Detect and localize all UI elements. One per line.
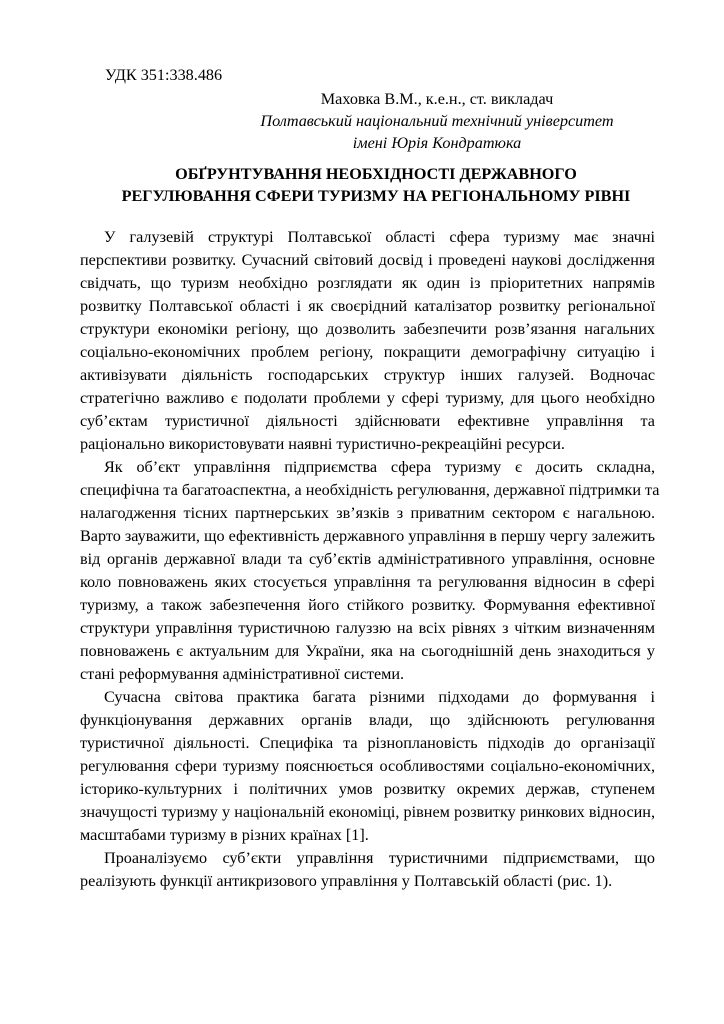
text-line: Проаналізуємо суб’єкти управління туристичними підприємствами, що <box>104 849 655 867</box>
text-line: налагодження тісних партнерських зв’язків з приватним сектором є нагальною. <box>80 504 655 522</box>
text-line: коло повноважень яких стосується управління та регулювання відносин в сфері <box>80 573 655 591</box>
text-line: перспективи розвитку. Сучасний світовий досвід і проведені наукові дослідження <box>80 251 655 269</box>
text-line: суб’єктам туристичної діяльності здійснювати ефективне управління та <box>80 412 655 430</box>
text-line: функціонування державних органів влади, що здійснюють регулювання <box>80 711 655 729</box>
text-line: історико-культурних і політичних умов розвитку окремих держав, ступенем <box>80 780 655 798</box>
text-line: стані реформування адміністративної системи. <box>80 665 405 683</box>
text-line: У галузевій структурі Полтавської області сфера туризму має значні <box>104 228 655 246</box>
article-body <box>80 226 660 893</box>
text-line: масштабами туризму в різних країнах [1]. <box>80 826 369 844</box>
paragraph <box>80 226 655 456</box>
text-line: структури управління туристичною галуззю на всіх рівнях з чітким визначенням <box>80 619 655 637</box>
text-line: розвитку Полтавської області і як своєрідний каталізатор розвитку регіональної <box>80 297 655 315</box>
text-line: свідчать, що туризм необхідно розглядати як один із пріоритетних напрямів <box>80 274 655 292</box>
paragraph <box>80 686 655 847</box>
text-line: стратегічно важливо є подолати проблеми у сфері туризму, для цього необхідно <box>80 389 655 407</box>
text-line: повноважень є актуальним для України, яка на сьогоднішній день знаходиться у <box>80 642 655 660</box>
text-line: специфічна та багатоаспектна, а необхідність регулювання, державної підтримки та <box>80 481 660 499</box>
text-line: реалізують функції антикризового управління у Полтавській області (рис. 1). <box>80 872 613 890</box>
text-line: туристичної діяльності. Специфіка та різноплановість підходів до організації <box>80 734 655 752</box>
affiliation-line-1: Полтавський національний технічний університет <box>260 112 614 130</box>
text-line: соціально-економічних проблем регіону, покращити демографічну ситуацію і <box>80 343 655 361</box>
article-title-line-1: ОБҐРУНТУВАННЯ НЕОБХІДНОСТІ ДЕРЖАВНОГО <box>175 165 577 183</box>
text-line: активізувати діяльність господарських структур інших галузей. Водночас <box>80 366 655 384</box>
text-line: Варто зауважити, що ефективність державного управління в першу чергу залежить <box>80 527 655 545</box>
paragraph <box>80 456 660 686</box>
text-line: регулювання сфери туризму пояснюється особливостями соціально-економічних, <box>80 757 655 775</box>
text-line: від органів державної влади та суб’єктів адміністративного управління, основне <box>80 550 655 568</box>
paragraph <box>80 847 655 893</box>
text-line: Сучасна світова практика багата різними підходами до формування і <box>104 688 655 706</box>
article-title-line-2: РЕГУЛЮВАННЯ СФЕРИ ТУРИЗМУ НА РЕГІОНАЛЬНОМУ РІВНІ <box>121 187 631 205</box>
text-line: Як об’єкт управління підприємства сфера туризму є досить складна, <box>104 458 655 476</box>
affiliation-line-2: імені Юрія Кондратюка <box>352 134 522 152</box>
text-line: раціонально використовувати наявні туристично-рекреаційні ресурси. <box>80 435 565 453</box>
author-line: Маховка В.М., к.е.н., ст. викладач <box>320 90 554 108</box>
text-line: туризму, а також забезпечення його стійкого розвитку. Формування ефективної <box>80 596 655 614</box>
udk-code: УДК 351:338.486 <box>105 66 223 84</box>
text-line: значущості туризму у національній економіці, рівнем розвитку ринкових відносин, <box>80 803 655 821</box>
text-line: структури економіки регіону, що дозволить забезпечити розв’язання нагальних <box>80 320 655 338</box>
